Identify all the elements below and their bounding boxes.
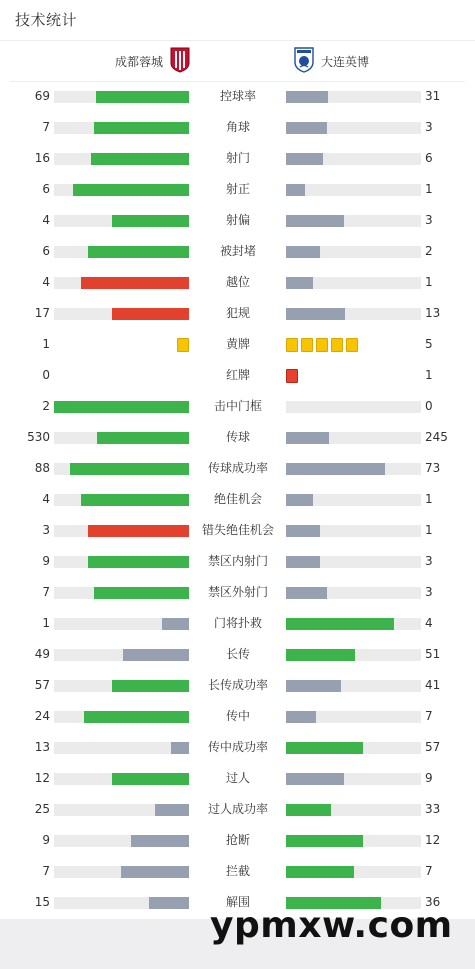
stat-row <box>0 391 475 422</box>
stat-row <box>0 577 475 608</box>
home-stat-value: 6 <box>42 182 50 196</box>
away-stat-value: 4 <box>425 616 433 630</box>
home-stat-track <box>54 897 189 909</box>
away-stat-track <box>286 525 421 537</box>
stat-row <box>0 453 475 484</box>
home-stat-bar <box>123 649 189 661</box>
away-stat-track <box>286 773 421 785</box>
home-stat-value: 4 <box>42 275 50 289</box>
away-stat-value: 13 <box>425 306 441 320</box>
away-stat-value: 1 <box>425 492 433 506</box>
home-stat-bar <box>81 277 189 289</box>
home-team-name: 成都蓉城 <box>115 54 164 69</box>
home-stat-bar <box>96 91 189 103</box>
away-stat-bar <box>286 711 316 723</box>
stat-label: 射门 <box>225 151 250 165</box>
home-cards <box>177 338 189 352</box>
home-stat-bar <box>112 773 189 785</box>
away-stat-value: 5 <box>425 337 433 351</box>
stat-label: 射偏 <box>225 213 250 227</box>
away-stat-bar <box>286 866 354 878</box>
away-stat-value: 245 <box>425 430 448 444</box>
home-stat-track <box>54 494 189 506</box>
away-stat-value: 36 <box>425 895 441 909</box>
away-stat-value: 7 <box>425 864 433 878</box>
stat-row <box>0 236 475 267</box>
away-stat-track <box>286 463 421 475</box>
away-stat-track <box>286 432 421 444</box>
home-stat-track <box>54 308 189 320</box>
away-stat-bar <box>286 215 344 227</box>
stat-row <box>0 608 475 639</box>
away-stat-track <box>286 804 421 816</box>
home-stat-bar <box>112 308 189 320</box>
away-stat-value: 1 <box>425 275 433 289</box>
away-stat-value: 31 <box>425 89 441 103</box>
home-stat-track <box>54 680 189 692</box>
stat-row <box>0 422 475 453</box>
stat-row <box>0 112 475 143</box>
stat-label: 长传成功率 <box>207 678 268 692</box>
yellow-card-icon <box>316 338 328 352</box>
home-stat-track <box>54 401 189 413</box>
away-stat-value: 1 <box>425 368 433 382</box>
home-stat-bar <box>112 215 189 227</box>
home-stat-track <box>54 525 189 537</box>
away-stat-bar <box>286 122 327 134</box>
dalian-yingbo-crest-icon <box>293 47 315 76</box>
home-stat-track <box>54 773 189 785</box>
yellow-card-icon <box>286 338 298 352</box>
away-stat-track <box>286 494 421 506</box>
home-stat-bar <box>54 401 189 413</box>
home-stat-value: 530 <box>27 430 50 444</box>
stat-row <box>0 81 475 112</box>
stat-row <box>0 329 475 360</box>
home-stat-bar <box>97 432 189 444</box>
stat-label: 越位 <box>225 275 250 289</box>
stat-label: 过人成功率 <box>207 802 268 816</box>
home-stat-value: 15 <box>34 895 50 909</box>
away-stat-bar <box>286 91 328 103</box>
home-stat-bar <box>121 866 189 878</box>
away-stat-bar <box>286 525 320 537</box>
away-stat-bar <box>286 742 363 754</box>
stat-row <box>0 267 475 298</box>
home-stat-value: 6 <box>42 244 50 258</box>
home-stat-value: 49 <box>34 647 50 661</box>
stat-row <box>0 856 475 887</box>
divider <box>0 40 475 41</box>
home-stat-value: 1 <box>42 616 50 630</box>
away-stat-bar <box>286 773 344 785</box>
stat-label: 传中 <box>225 709 250 723</box>
home-stat-bar <box>84 711 189 723</box>
away-stat-value: 0 <box>425 399 433 413</box>
stat-row <box>0 639 475 670</box>
stat-row <box>0 174 475 205</box>
home-stat-bar <box>162 618 189 630</box>
away-stat-track <box>286 587 421 599</box>
stat-label: 禁区外射门 <box>207 585 268 599</box>
away-stat-bar <box>286 432 329 444</box>
home-stat-track <box>54 246 189 258</box>
yellow-card-icon <box>346 338 358 352</box>
away-stat-track <box>286 215 421 227</box>
away-stat-value: 3 <box>425 120 433 134</box>
home-stat-bar <box>112 680 189 692</box>
away-stat-bar <box>286 618 394 630</box>
home-stat-bar <box>88 246 189 258</box>
away-stat-value: 12 <box>425 833 441 847</box>
away-stat-value: 6 <box>425 151 433 165</box>
away-cards <box>286 338 358 352</box>
home-stat-track <box>54 277 189 289</box>
away-stat-track <box>286 711 421 723</box>
stat-row <box>0 701 475 732</box>
away-stat-value: 57 <box>425 740 441 754</box>
away-stat-bar <box>286 308 345 320</box>
away-stat-bar <box>286 587 327 599</box>
stat-label: 过人 <box>225 771 250 785</box>
stat-label: 犯规 <box>225 306 250 320</box>
stat-label: 控球率 <box>219 89 256 103</box>
home-stat-value: 7 <box>42 585 50 599</box>
home-stat-value: 69 <box>34 89 50 103</box>
home-stat-value: 2 <box>42 399 50 413</box>
home-stat-value: 7 <box>42 864 50 878</box>
stat-label: 错失绝佳机会 <box>201 523 274 537</box>
yellow-card-icon <box>177 338 189 352</box>
home-stat-track <box>54 463 189 475</box>
stat-label: 传球成功率 <box>207 461 268 475</box>
away-stat-track <box>286 91 421 103</box>
home-stat-bar <box>149 897 189 909</box>
home-stat-track <box>54 804 189 816</box>
stat-label: 抢断 <box>225 833 250 847</box>
home-stat-value: 88 <box>34 461 50 475</box>
away-stat-value: 7 <box>425 709 433 723</box>
home-stat-track <box>54 91 189 103</box>
red-card-icon <box>286 369 298 383</box>
home-stat-value: 25 <box>34 802 50 816</box>
away-stat-track <box>286 184 421 196</box>
home-stat-track <box>54 153 189 165</box>
away-stat-track <box>286 618 421 630</box>
away-stat-value: 1 <box>425 523 433 537</box>
away-stat-track <box>286 742 421 754</box>
home-stat-track <box>54 711 189 723</box>
stat-row <box>0 298 475 329</box>
away-stat-bar <box>286 804 331 816</box>
away-cards <box>286 369 298 383</box>
away-stat-value: 9 <box>425 771 433 785</box>
home-stat-track <box>54 587 189 599</box>
home-stat-value: 1 <box>42 337 50 351</box>
home-stat-bar <box>131 835 189 847</box>
home-stat-value: 0 <box>42 368 50 382</box>
home-stat-value: 24 <box>34 709 50 723</box>
away-stat-bar <box>286 463 385 475</box>
away-stat-bar <box>286 556 320 568</box>
stat-label: 门将扑救 <box>213 616 262 630</box>
stat-row <box>0 484 475 515</box>
stat-label: 被封堵 <box>219 244 256 258</box>
away-stat-bar <box>286 277 313 289</box>
away-stat-bar <box>286 153 323 165</box>
home-stat-bar <box>94 122 189 134</box>
away-stat-bar <box>286 184 305 196</box>
home-stat-value: 4 <box>42 213 50 227</box>
away-stat-bar <box>286 835 363 847</box>
away-stat-value: 3 <box>425 585 433 599</box>
away-stat-value: 51 <box>425 647 441 661</box>
away-stat-bar <box>286 649 355 661</box>
home-stat-value: 9 <box>42 833 50 847</box>
stat-row <box>0 546 475 577</box>
home-stat-track <box>54 122 189 134</box>
stat-label: 传中成功率 <box>207 740 268 754</box>
home-stat-value: 17 <box>34 306 50 320</box>
away-team-header[interactable] <box>293 46 369 76</box>
home-stat-bar <box>91 153 189 165</box>
home-stat-track <box>54 835 189 847</box>
home-stat-value: 4 <box>42 492 50 506</box>
home-stat-track <box>54 184 189 196</box>
away-stat-value: 41 <box>425 678 441 692</box>
away-stat-value: 1 <box>425 182 433 196</box>
away-stat-track <box>286 835 421 847</box>
away-stat-bar <box>286 494 313 506</box>
home-stat-track <box>54 432 189 444</box>
away-stat-track <box>286 308 421 320</box>
watermark: ypmxw.com <box>210 905 453 946</box>
home-stat-track <box>54 556 189 568</box>
away-stat-value: 3 <box>425 213 433 227</box>
stat-label: 禁区内射门 <box>207 554 268 568</box>
away-stat-track <box>286 246 421 258</box>
stat-row <box>0 794 475 825</box>
home-stat-bar <box>73 184 189 196</box>
home-stat-value: 9 <box>42 554 50 568</box>
away-stat-value: 33 <box>425 802 441 816</box>
home-stat-value: 12 <box>34 771 50 785</box>
away-stat-bar <box>286 246 320 258</box>
away-stat-track <box>286 556 421 568</box>
home-stat-track <box>54 215 189 227</box>
away-team-name: 大连英博 <box>321 54 370 69</box>
home-stat-track <box>54 618 189 630</box>
away-stat-value: 2 <box>425 244 433 258</box>
away-stat-value: 73 <box>425 461 441 475</box>
home-stat-bar <box>171 742 189 754</box>
stat-row <box>0 360 475 391</box>
away-stat-track <box>286 277 421 289</box>
home-stat-track <box>54 742 189 754</box>
stat-label: 长传 <box>225 647 250 661</box>
away-stat-value: 3 <box>425 554 433 568</box>
home-team-header[interactable] <box>115 46 191 76</box>
home-stat-value: 7 <box>42 120 50 134</box>
stat-row <box>0 205 475 236</box>
away-stat-track <box>286 153 421 165</box>
home-stat-bar <box>88 525 189 537</box>
stat-row <box>0 143 475 174</box>
home-stat-value: 16 <box>34 151 50 165</box>
stat-row <box>0 825 475 856</box>
yellow-card-icon <box>331 338 343 352</box>
home-stat-bar <box>155 804 189 816</box>
stat-row <box>0 763 475 794</box>
home-stat-value: 57 <box>34 678 50 692</box>
home-stat-bar <box>88 556 189 568</box>
stat-row <box>0 670 475 701</box>
stat-label: 角球 <box>225 120 250 134</box>
away-stat-track <box>286 649 421 661</box>
chengdu-rongcheng-crest-icon <box>169 47 191 76</box>
home-stat-value: 3 <box>42 523 50 537</box>
home-stat-track <box>54 866 189 878</box>
page-title: 技术统计 <box>15 11 78 29</box>
stat-label: 红牌 <box>225 368 250 382</box>
home-stat-value: 13 <box>34 740 50 754</box>
away-stat-bar <box>286 680 341 692</box>
yellow-card-icon <box>301 338 313 352</box>
home-stat-track <box>54 649 189 661</box>
away-stat-track <box>286 680 421 692</box>
away-stat-track <box>286 866 421 878</box>
stat-label: 传球 <box>225 430 250 444</box>
stat-label: 黄牌 <box>225 337 250 351</box>
stat-row <box>0 515 475 546</box>
stat-label: 绝佳机会 <box>213 492 262 506</box>
home-stat-bar <box>70 463 189 475</box>
away-stat-track <box>286 401 421 413</box>
home-stat-bar <box>81 494 189 506</box>
home-stat-bar <box>94 587 189 599</box>
stat-label: 解围 <box>225 895 250 909</box>
away-stat-track <box>286 122 421 134</box>
stat-label: 拦截 <box>225 864 250 878</box>
stat-label: 击中门框 <box>213 399 262 413</box>
stat-row <box>0 732 475 763</box>
stat-label: 射正 <box>225 182 250 196</box>
